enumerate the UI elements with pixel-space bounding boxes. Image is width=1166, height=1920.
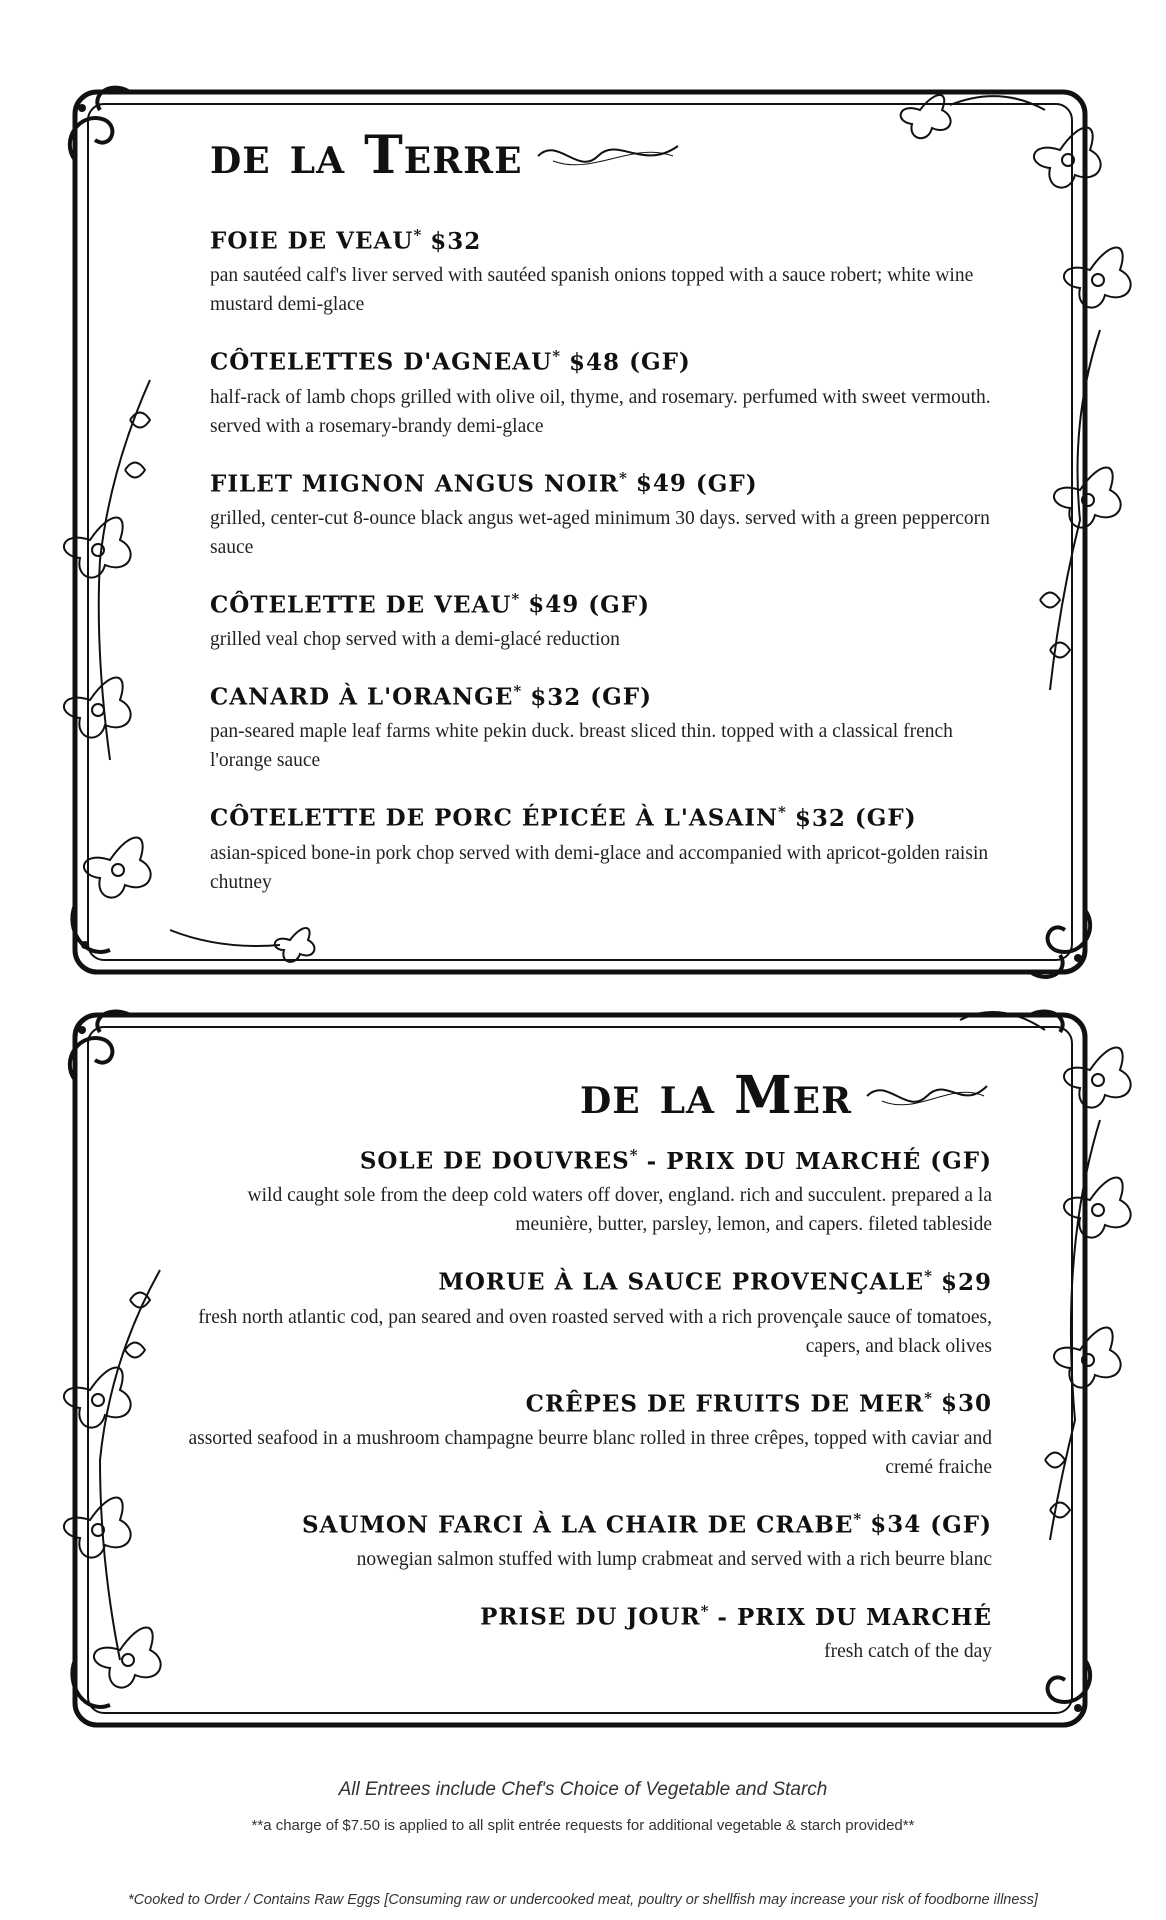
asterisk: * [778, 803, 787, 822]
menu-item-heading [210, 803, 1010, 832]
asterisk: * [413, 226, 423, 244]
menu-item-heading [210, 469, 1010, 498]
gluten-free-tag: (GF) [930, 1147, 992, 1175]
menu-item-name: CRÊPES DE FRUITS DE MER [525, 1390, 925, 1418]
menu-item-price: $32 [794, 804, 846, 832]
menu-item-heading [210, 590, 1010, 619]
section-title [210, 125, 1010, 186]
menu-item [210, 347, 1010, 440]
menu-item-heading [180, 1510, 992, 1539]
menu-item-price: - PRIX DU MARCHÉ [646, 1147, 922, 1175]
section-title-text: de la Terre [210, 125, 523, 186]
asterisk: * [924, 1267, 933, 1286]
split-charge-note: **a charge of $7.50 is applied to all split entrée requests for additional vegetable & starch provided** [251, 1817, 915, 1834]
menu-item-description: half-rack of lamb chops grilled with olive oil, thyme, and rosemary. perfumed with sweet vermouth. served with a rosemary-brandy demi-glace [210, 386, 991, 437]
mer-content [180, 1065, 992, 1694]
menu-item-price: - PRIX DU MARCHÉ [717, 1603, 992, 1631]
menu-item [210, 226, 1010, 319]
menu-item [180, 1510, 992, 1574]
menu-item-description: grilled, center-cut 8-ounce black angus wet-aged minimum 30 days. served with a green peppercorn sauce [210, 507, 990, 558]
gluten-free-tag: (GF) [854, 804, 917, 832]
menu-item [210, 590, 1010, 654]
flourish-icon [862, 1071, 992, 1121]
menu-item-price: $29 [940, 1268, 992, 1296]
menu-item-name: CÔTELETTE DE PORC ÉPICÉE À L'ASAIN [210, 804, 778, 832]
menu-item-price: $49 [528, 591, 580, 619]
menu-item [210, 803, 1010, 896]
menu-item-name: CANARD À L'ORANGE [210, 683, 514, 711]
gluten-free-tag: (GF) [588, 591, 651, 619]
menu-item [180, 1267, 992, 1360]
menu-item-description: fresh catch of the day [824, 1641, 992, 1663]
menu-item-description: fresh north atlantic cod, pan seared and oven roasted served with a rich provençale sauce of tomatoes, capers, and black olives [198, 1306, 992, 1357]
menu-item-heading [210, 682, 1010, 711]
asterisk: * [924, 1388, 933, 1407]
section-title-text: de la Mer [579, 1065, 852, 1126]
menu-item [210, 682, 1010, 775]
menu-item-name: PRISE DU JOUR [480, 1603, 701, 1631]
menu-item-description: pan sautéed calf's liver served with sautéed spanish onions topped with a sauce robert; white wine mustard demi-glace [210, 265, 974, 316]
menu-item-name: SOLE DE DOUVRES [359, 1147, 630, 1175]
menu-item-price: $34 [870, 1511, 922, 1539]
menu-item-name: FOIE DE VEAU [210, 227, 414, 255]
menu-item [180, 1602, 992, 1666]
menu-item [180, 1389, 992, 1482]
menu-item-price: $48 [569, 348, 621, 376]
menu-item-heading [180, 1146, 992, 1175]
terre-content [210, 125, 1010, 925]
menu-item-description: nowegian salmon stuffed with lump crabmeat and served with a rich beurre blanc [356, 1549, 992, 1570]
asterisk: * [511, 589, 521, 608]
menu-item-heading [210, 347, 1010, 376]
menu-item-name: SAUMON FARCI À LA CHAIR DE CRABE [301, 1511, 854, 1539]
menu-item-description: asian-spiced bone-in pork chop served with demi-glace and accompanied with apricot-golden raisin chutney [210, 842, 989, 893]
menu-item-price: $32 [430, 227, 482, 255]
menu-item-heading [180, 1389, 992, 1418]
gluten-free-tag: (GF) [629, 348, 691, 376]
asterisk: * [853, 1509, 863, 1528]
menu-item-name: CÔTELETTES D'AGNEAU [210, 348, 553, 376]
menu-item-description: wild caught sole from the deep cold waters off dover, england. rich and succulent. prepared a la meunière, butter, parsley, lemon, and capers. fileted tableside [247, 1185, 992, 1236]
menu-item-name: FILET MIGNON ANGUS NOIR [210, 470, 619, 498]
asterisk: * [629, 1146, 639, 1164]
gluten-free-tag: (GF) [695, 470, 758, 498]
flourish-icon [533, 131, 683, 181]
asterisk: * [618, 468, 628, 487]
menu-item-description: grilled veal chop served with a demi-glacé reduction [210, 629, 620, 650]
menu-item-heading [210, 226, 1010, 255]
menu-item-heading [180, 1267, 992, 1296]
asterisk: * [513, 682, 523, 700]
raw-food-disclaimer: *Cooked to Order / Contains Raw Eggs [Consuming raw or undercooked meat, poultry or shellfish may increase your risk of foodborne illness] [128, 1891, 1038, 1908]
menu-item-heading [180, 1602, 992, 1631]
menu-item [210, 469, 1010, 562]
menu-item-name: MORUE À LA SAUCE PROVENÇALE [438, 1268, 925, 1296]
menu-item-name: CÔTELETTE DE VEAU [210, 591, 512, 619]
entree-note: All Entrees include Chef's Choice of Vegetable and Starch [338, 1779, 828, 1800]
gluten-free-tag: (GF) [590, 683, 652, 711]
menu-item [180, 1146, 992, 1239]
gluten-free-tag: (GF) [930, 1511, 992, 1539]
asterisk: * [552, 347, 562, 366]
menu-item-price: $30 [940, 1390, 992, 1418]
menu-item-price: $49 [635, 470, 687, 498]
menu-item-price: $32 [530, 683, 582, 711]
asterisk: * [700, 1602, 710, 1620]
section-title [180, 1065, 992, 1126]
menu-item-description: assorted seafood in a mushroom champagne beurre blanc rolled in three crêpes, topped with caviar and cremé fraiche [188, 1427, 992, 1478]
menu-item-description: pan-seared maple leaf farms white pekin duck. breast sliced thin. topped with a classical french l'orange sauce [210, 721, 953, 772]
